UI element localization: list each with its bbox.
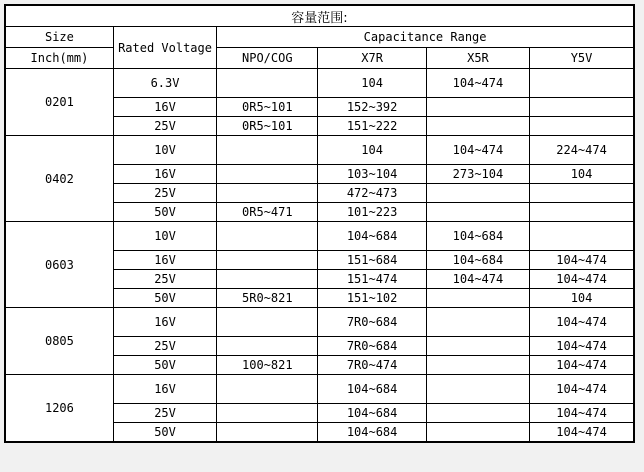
x5r-cell: 273~104 (426, 165, 529, 184)
table-row (5, 308, 634, 337)
table-row (5, 69, 634, 98)
voltage-cell: 25V (113, 404, 216, 423)
column-header-capacitance-range: Capacitance Range (217, 27, 634, 48)
column-header-rated-voltage: Rated Voltage (113, 27, 216, 69)
table-row (5, 136, 634, 165)
x5r-cell (426, 308, 529, 337)
x7r-cell: 151~684 (318, 251, 426, 270)
column-header-npo-cog: NPO/COG (217, 48, 318, 69)
y5v-cell: 104~474 (530, 356, 634, 375)
voltage-cell: 50V (113, 356, 216, 375)
y5v-cell: 104~474 (530, 423, 634, 443)
voltage-cell: 25V (113, 184, 216, 203)
page-title: 容量范围: (5, 5, 634, 27)
voltage-cell: 25V (113, 337, 216, 356)
npo-cog-cell (217, 423, 318, 443)
y5v-cell: 104 (530, 165, 634, 184)
npo-cog-cell (217, 222, 318, 251)
voltage-cell: 10V (113, 136, 216, 165)
y5v-cell (530, 222, 634, 251)
npo-cog-cell (217, 69, 318, 98)
column-header-inch-mm: Inch(mm) (5, 48, 113, 69)
x5r-cell: 104~474 (426, 69, 529, 98)
x7r-cell: 151~102 (318, 289, 426, 308)
npo-cog-cell (217, 308, 318, 337)
npo-cog-cell (217, 165, 318, 184)
voltage-cell: 25V (113, 117, 216, 136)
x5r-cell: 104~474 (426, 136, 529, 165)
voltage-cell: 16V (113, 375, 216, 404)
voltage-cell: 50V (113, 203, 216, 222)
x7r-cell: 104 (318, 69, 426, 98)
x5r-cell: 104~684 (426, 222, 529, 251)
y5v-cell: 104~474 (530, 251, 634, 270)
x5r-cell (426, 98, 529, 117)
y5v-cell: 104~474 (530, 404, 634, 423)
x5r-cell (426, 289, 529, 308)
capacitance-range-sheet (4, 4, 644, 443)
y5v-cell: 104~474 (530, 270, 634, 289)
x7r-cell: 104~684 (318, 222, 426, 251)
y5v-cell: 104~474 (530, 337, 634, 356)
x7r-cell: 472~473 (318, 184, 426, 203)
voltage-cell: 16V (113, 308, 216, 337)
table-row (5, 375, 634, 404)
x7r-cell: 104 (318, 136, 426, 165)
npo-cog-cell (217, 337, 318, 356)
y5v-cell: 104 (530, 289, 634, 308)
y5v-cell (530, 98, 634, 117)
x7r-cell: 103~104 (318, 165, 426, 184)
x5r-cell (426, 203, 529, 222)
npo-cog-cell: 0R5~471 (217, 203, 318, 222)
y5v-cell (530, 69, 634, 98)
x7r-cell: 104~684 (318, 423, 426, 443)
npo-cog-cell (217, 375, 318, 404)
x7r-cell: 152~392 (318, 98, 426, 117)
x7r-cell: 7R0~684 (318, 337, 426, 356)
x7r-cell: 7R0~474 (318, 356, 426, 375)
size-cell: 1206 (5, 375, 113, 443)
npo-cog-cell: 0R5~101 (217, 98, 318, 117)
npo-cog-cell (217, 404, 318, 423)
npo-cog-cell (217, 136, 318, 165)
voltage-cell: 16V (113, 165, 216, 184)
voltage-cell: 50V (113, 423, 216, 443)
voltage-cell: 25V (113, 270, 216, 289)
column-header-x7r: X7R (318, 48, 426, 69)
size-cell: 0201 (5, 69, 113, 136)
npo-cog-cell (217, 184, 318, 203)
voltage-cell: 50V (113, 289, 216, 308)
y5v-cell: 224~474 (530, 136, 634, 165)
column-header-y5v: Y5V (530, 48, 634, 69)
column-header-size: Size (5, 27, 113, 48)
x5r-cell: 104~684 (426, 251, 529, 270)
y5v-cell (530, 117, 634, 136)
capacitance-range-table (4, 4, 635, 443)
npo-cog-cell (217, 270, 318, 289)
x5r-cell: 104~474 (426, 270, 529, 289)
header-row-top (5, 27, 634, 48)
x5r-cell (426, 375, 529, 404)
voltage-cell: 16V (113, 251, 216, 270)
x7r-cell: 104~684 (318, 404, 426, 423)
y5v-cell: 104~474 (530, 308, 634, 337)
x7r-cell: 151~474 (318, 270, 426, 289)
voltage-cell: 16V (113, 98, 216, 117)
header-row-bottom (5, 48, 634, 69)
y5v-cell (530, 203, 634, 222)
x5r-cell (426, 404, 529, 423)
column-header-x5r: X5R (426, 48, 529, 69)
x5r-cell (426, 337, 529, 356)
voltage-cell: 10V (113, 222, 216, 251)
x5r-cell (426, 184, 529, 203)
x5r-cell (426, 356, 529, 375)
x5r-cell (426, 117, 529, 136)
npo-cog-cell: 0R5~101 (217, 117, 318, 136)
x7r-cell: 104~684 (318, 375, 426, 404)
npo-cog-cell (217, 251, 318, 270)
y5v-cell (530, 184, 634, 203)
size-cell: 0402 (5, 136, 113, 222)
x5r-cell (426, 423, 529, 443)
npo-cog-cell: 100~821 (217, 356, 318, 375)
npo-cog-cell: 5R0~821 (217, 289, 318, 308)
x7r-cell: 7R0~684 (318, 308, 426, 337)
size-cell: 0805 (5, 308, 113, 375)
title-row (5, 5, 634, 27)
y5v-cell: 104~474 (530, 375, 634, 404)
x7r-cell: 101~223 (318, 203, 426, 222)
x7r-cell: 151~222 (318, 117, 426, 136)
voltage-cell: 6.3V (113, 69, 216, 98)
size-cell: 0603 (5, 222, 113, 308)
table-row (5, 222, 634, 251)
